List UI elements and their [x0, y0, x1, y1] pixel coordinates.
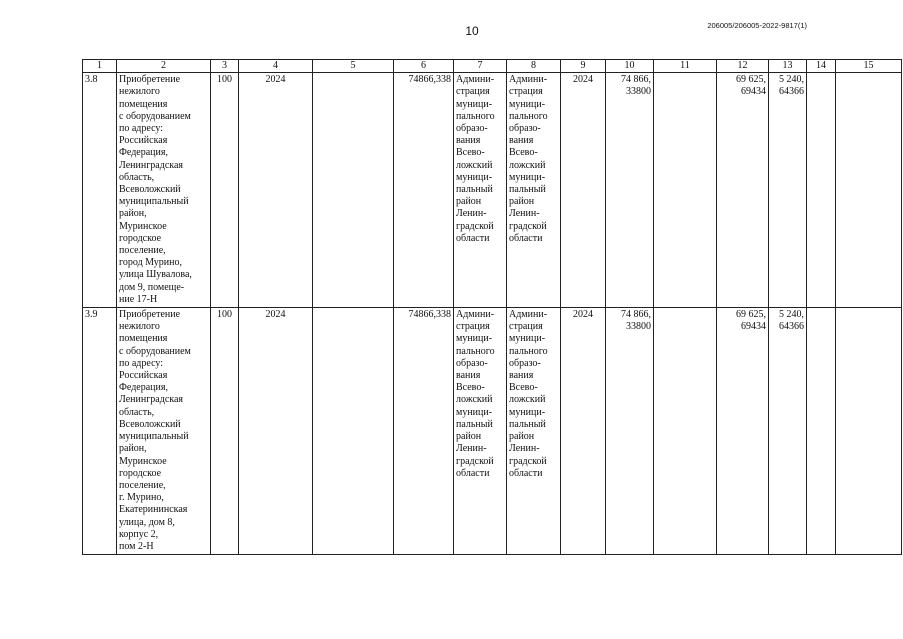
cell-line: пальный [456, 418, 493, 430]
cell-line: 64366 [779, 321, 804, 333]
cell-col-10 [606, 73, 654, 308]
cell-col-8 [507, 308, 561, 555]
cell-line: район [509, 431, 535, 443]
cell-line: муници- [456, 333, 493, 345]
row-number-cell: 3.8 [83, 73, 117, 308]
column-header-7: 7 [454, 60, 507, 73]
cell-line: 64366 [779, 86, 804, 98]
cell-col-4: 2024 [239, 73, 313, 308]
cell-line: Всево- [509, 147, 538, 159]
cell-line: Федерация, [119, 382, 168, 394]
description-cell [117, 308, 211, 555]
cell-line: муници- [509, 406, 546, 418]
cell-line: Админи- [456, 309, 495, 321]
cell-line: городское [119, 232, 162, 244]
cell-line: Муринское [119, 455, 167, 467]
cell-col-10 [606, 308, 654, 555]
cell-line: страция [456, 321, 490, 333]
cell-line: ложский [456, 394, 493, 406]
cell-line: области [509, 467, 543, 479]
cell-col-9: 2024 [561, 308, 606, 555]
cell-line: Ленин- [456, 208, 487, 220]
cell-col-11 [654, 308, 717, 555]
cell-line: помещения [119, 333, 168, 345]
cell-line: район [456, 196, 482, 208]
cell-line: пальный [509, 184, 546, 196]
row-number-cell: 3.9 [83, 308, 117, 555]
cell-line: вания [509, 135, 534, 147]
cell-line: Всево- [456, 147, 485, 159]
cell-line: 74 866, [621, 309, 651, 321]
cell-line: Всево- [456, 382, 485, 394]
cell-line: Админи- [509, 74, 548, 86]
cell-line: Российская [119, 370, 168, 382]
cell-line: образо- [456, 357, 488, 369]
cell-line: поселение, [119, 245, 166, 257]
column-header-13: 13 [769, 60, 807, 73]
table-row [83, 308, 902, 555]
table-row [83, 73, 902, 308]
column-header-1: 1 [83, 60, 117, 73]
cell-line: образо- [509, 357, 541, 369]
cell-line: Екатерининская [119, 504, 188, 516]
cell-line: пом 2-Н [119, 540, 154, 552]
cell-line: Админи- [509, 309, 548, 321]
cell-line: Муринское [119, 220, 167, 232]
cell-line: страция [509, 86, 543, 98]
cell-line: вания [456, 370, 481, 382]
cell-line: улица Шувалова, [119, 269, 192, 281]
cell-line: вания [509, 370, 534, 382]
cell-line: помещения [119, 98, 168, 110]
cell-line: пального [509, 110, 548, 122]
cell-line: пального [509, 345, 548, 357]
budget-table [82, 59, 902, 555]
column-header-8: 8 [507, 60, 561, 73]
cell-line: муници- [456, 171, 493, 183]
cell-line: муниципальный [119, 196, 189, 208]
cell-col-14 [807, 73, 836, 308]
page-number: 10 [465, 24, 479, 38]
cell-col-3: 100 [211, 73, 239, 308]
cell-line: пального [456, 110, 495, 122]
column-header-6: 6 [394, 60, 454, 73]
cell-line: область, [119, 171, 155, 183]
cell-col-4: 2024 [239, 308, 313, 555]
cell-line: области [456, 232, 490, 244]
cell-line: муници- [509, 98, 546, 110]
cell-line: вания [456, 135, 481, 147]
cell-line: Всеволожский [119, 184, 181, 196]
column-header-4: 4 [239, 60, 313, 73]
cell-line: муници- [509, 171, 546, 183]
cell-line: Ленинградская [119, 159, 184, 171]
cell-line: район, [119, 443, 147, 455]
cell-line: Всеволожский [119, 418, 181, 430]
column-header-11: 11 [654, 60, 717, 73]
cell-col-13 [769, 308, 807, 555]
column-header-3: 3 [211, 60, 239, 73]
description-cell [117, 73, 211, 308]
cell-line: дом 9, помеще- [119, 281, 185, 293]
cell-line: Ленин- [509, 443, 540, 455]
cell-line: 33800 [626, 86, 651, 98]
cell-line: 74 866, [621, 74, 651, 86]
cell-line: по адресу: [119, 357, 164, 369]
cell-line: градской [456, 455, 494, 467]
cell-col-15 [836, 308, 902, 555]
cell-line: ложский [509, 394, 546, 406]
cell-line: муници- [509, 333, 546, 345]
cell-line: 5 240, [779, 74, 804, 86]
cell-line: городское [119, 467, 162, 479]
cell-col-5 [313, 73, 394, 308]
cell-line: район [509, 196, 535, 208]
cell-line: ложский [456, 159, 493, 171]
cell-col-12 [717, 308, 769, 555]
cell-line: страция [456, 86, 490, 98]
cell-line: по адресу: [119, 123, 164, 135]
cell-col-6: 74866,338 [394, 73, 454, 308]
cell-col-13 [769, 73, 807, 308]
cell-col-9: 2024 [561, 73, 606, 308]
cell-line: Ленин- [509, 208, 540, 220]
cell-line: Федерация, [119, 147, 168, 159]
cell-col-8 [507, 73, 561, 308]
document-id: 206005/206005-2022-9817(1) [707, 21, 807, 30]
cell-col-7 [454, 73, 507, 308]
cell-line: Приобретение [119, 309, 181, 321]
cell-line: с оборудованием [119, 345, 191, 357]
cell-line: градской [509, 220, 547, 232]
cell-line: 69 625, [736, 74, 766, 86]
cell-line: образо- [509, 123, 541, 135]
cell-line: Российская [119, 135, 168, 147]
cell-line: нежилого [119, 86, 160, 98]
column-header-12: 12 [717, 60, 769, 73]
cell-line: область, [119, 406, 155, 418]
cell-col-5 [313, 308, 394, 555]
cell-line: поселение, [119, 479, 166, 491]
cell-line: ние 17-Н [119, 293, 158, 305]
cell-line: г. Мурино, [119, 492, 164, 504]
column-header-2: 2 [117, 60, 211, 73]
cell-line: образо- [456, 123, 488, 135]
cell-line: Админи- [456, 74, 495, 86]
cell-line: области [456, 467, 490, 479]
column-header-14: 14 [807, 60, 836, 73]
cell-line: пальный [456, 184, 493, 196]
cell-col-6: 74866,338 [394, 308, 454, 555]
cell-line: градской [509, 455, 547, 467]
cell-line: Приобретение [119, 74, 181, 86]
cell-line: Ленинградская [119, 394, 184, 406]
column-number-row [83, 60, 902, 73]
cell-line: градской [456, 220, 494, 232]
cell-line: области [509, 232, 543, 244]
cell-line: пального [456, 345, 495, 357]
cell-line: район [456, 431, 482, 443]
cell-line: муници- [456, 406, 493, 418]
cell-line: муниципальный [119, 431, 189, 443]
cell-col-14 [807, 308, 836, 555]
cell-line: нежилого [119, 321, 160, 333]
cell-line: ложский [509, 159, 546, 171]
cell-col-3: 100 [211, 308, 239, 555]
cell-line: страция [509, 321, 543, 333]
cell-line: город Мурино, [119, 257, 182, 269]
cell-line: улица, дом 8, [119, 516, 175, 528]
cell-col-11 [654, 73, 717, 308]
column-header-15: 15 [836, 60, 902, 73]
cell-line: 5 240, [779, 309, 804, 321]
cell-line: 69434 [741, 86, 766, 98]
cell-col-12 [717, 73, 769, 308]
cell-col-15 [836, 73, 902, 308]
column-header-5: 5 [313, 60, 394, 73]
cell-line: муници- [456, 98, 493, 110]
cell-col-7 [454, 308, 507, 555]
cell-line: Всево- [509, 382, 538, 394]
cell-line: 69 625, [736, 309, 766, 321]
cell-line: район, [119, 208, 147, 220]
cell-line: корпус 2, [119, 528, 159, 540]
cell-line: с оборудованием [119, 110, 191, 122]
cell-line: пальный [509, 418, 546, 430]
column-header-9: 9 [561, 60, 606, 73]
cell-line: 33800 [626, 321, 651, 333]
cell-line: Ленин- [456, 443, 487, 455]
cell-line: 69434 [741, 321, 766, 333]
column-header-10: 10 [606, 60, 654, 73]
